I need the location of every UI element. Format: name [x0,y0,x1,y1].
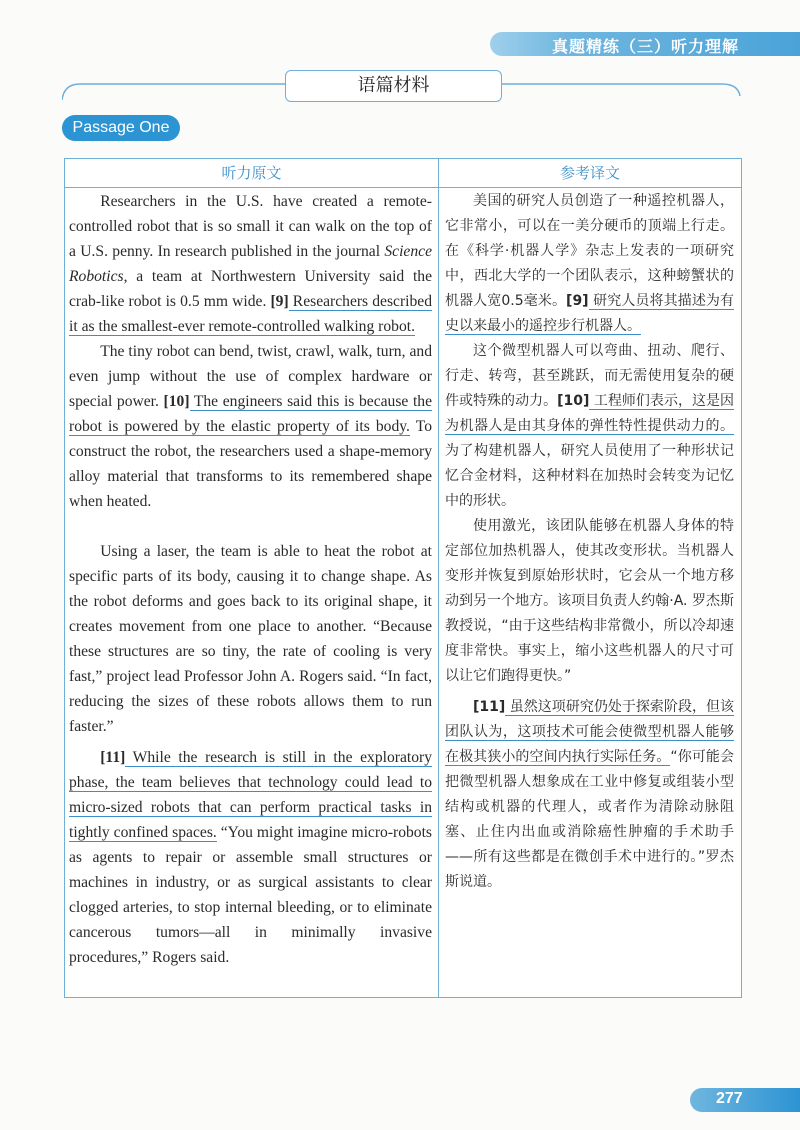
zh-answer-underline-11: 虽然这项研究仍处于探索阶段，但该团队认为，这项技术可能会使微型机器人能够在极其狭小的空间内执行实际任务。 [445,699,734,765]
table-header [65,159,741,188]
zh-question-marker-9: [9] [566,293,589,309]
section-header-label: 真题精练（三）听力理解 [552,37,740,56]
page-number-tab [690,1088,800,1112]
page-number: 277 [716,1090,743,1107]
english-column [69,189,432,970]
column-divider [438,159,439,997]
zh-paragraph-3: 使用激光，该团队能够在机器人身体的特定部位加热机器人，使其改变形状。当机器人变形并恢复到原始形状时，它会从一个地方移动到另一个地方。该项目负责人约翰·A. 罗杰斯教授说，“由于这些结构非常微小，所以冷却速度非常快。事实上，缩小这些机器人的尺寸可以让它们跑得更快。” [445,518,734,684]
section-header-band [490,32,800,56]
answer-underline-11: While the research is still in the exploratory phase, the team believes that technology could lead to micro-sized robots that can perform practical tasks in tightly confined spaces. [69,749,432,841]
zh-paragraph-4: [11] 虽然这项研究仍处于探索阶段，但该团队认为，这项技术可能会使微型机器人能够在极其狭小的空间内执行实际任务。“你可能会把微型机器人想象成在工业中修复或组装小型结构或机器的代理人，或者作为清除动脉阻塞、止住内出血或消除癌性肿瘤的手术助手——所有这些都是在微创手术中进行的。”罗杰斯说道。 [445,699,734,890]
en-paragraph-2: The tiny robot can bend, twist, crawl, walk, turn, and even jump without the use of complex hardware or special power. [10] The engineers said this is because the robot is powered by the elastic property of its body. To construct the robot, the researchers used a shape-memory alloy material that transforms to its remembered shape when heated. [69,343,432,510]
en-paragraph-4: [11] While the research is still in the exploratory phase, the team believes that technology could lead to micro-sized robots that can perform practical tasks in tightly confined spaces. “You might imagine micro-robots as agents to repair or assemble small structures or machines in industry, or as surgical assistants to clear clogged arteries, to stop internal bleeding, or to eliminate cancerous tumors—all in minimally invasive procedures,” Rogers said. [69,749,433,966]
zh-question-marker-11: [11] [473,699,506,715]
page-title: 语篇材料 [285,70,502,102]
header-original-text: 听力原文 [221,164,282,182]
zh-question-marker-10: [10] [557,393,590,409]
answer-underline-9: Researchers described it as the smallest-ever remote-controlled walking robot. [69,293,433,335]
header-translation: 参考译文 [559,164,620,182]
question-marker-11: [11] [100,749,126,766]
transcript-table [64,158,742,998]
zh-paragraph-2: 这个微型机器人可以弯曲、扭动、爬行、行走、转弯，甚至跳跃，而无需使用复杂的硬件或特殊的动力。[10] 工程师们表示，这是因为机器人是由其身体的弹性特性提供动力的。为了构建机器人，研究人员使用了一种形状记忆合金材料，这种材料在加热时会转变为记忆中的形状。 [445,343,735,509]
passage-label: Passage One [62,115,180,141]
en-paragraph-3: Using a laser, the team is able to heat the robot at specific parts of its body, causing it to change shape. As the robot deforms and goes back to its original shape, it creates movement from one place to another. “Because these structures are so tiny, the rate of cooling is very fast,” project lead Professor John A. Rogers said. “In fact, reducing the sizes of these robots allows them to run faster.” [69,543,432,735]
chinese-column [445,189,734,895]
zh-paragraph-1: 美国的研究人员创造了一种遥控机器人，它非常小，可以在一美分硬币的顶端上行走。在《科学·机器人学》杂志上发表的一项研究中，西北大学的一个团队表示，这种螃蟹状的机器人宽0.5毫米。[9] 研究人员将其描述为有史以来最小的遥控步行机器人。 [445,193,735,334]
answer-underline-10: The engineers said this is because the robot is powered by the elastic property of its body. [69,393,432,435]
question-marker-9: [9] [270,293,289,310]
question-marker-10: [10] [163,393,190,410]
en-paragraph-1: Researchers in the U.S. have created a remote-controlled robot that is so small it can walk on the top of a U.S. penny. In research published in the journal Science Robotics, a team at Northwestern University said the crab-like robot is 0.5 mm wide. [9] Researchers described it as the smallest-ever remote-controlled walking robot. [69,193,433,335]
journal-name: Science Robotics [69,243,432,285]
zh-answer-underline-10: 工程师们表示，这是因为机器人是由其身体的弹性特性提供动力的。 [445,393,735,434]
zh-answer-underline-9: 研究人员将其描述为有史以来最小的遥控步行机器人。 [445,293,735,334]
